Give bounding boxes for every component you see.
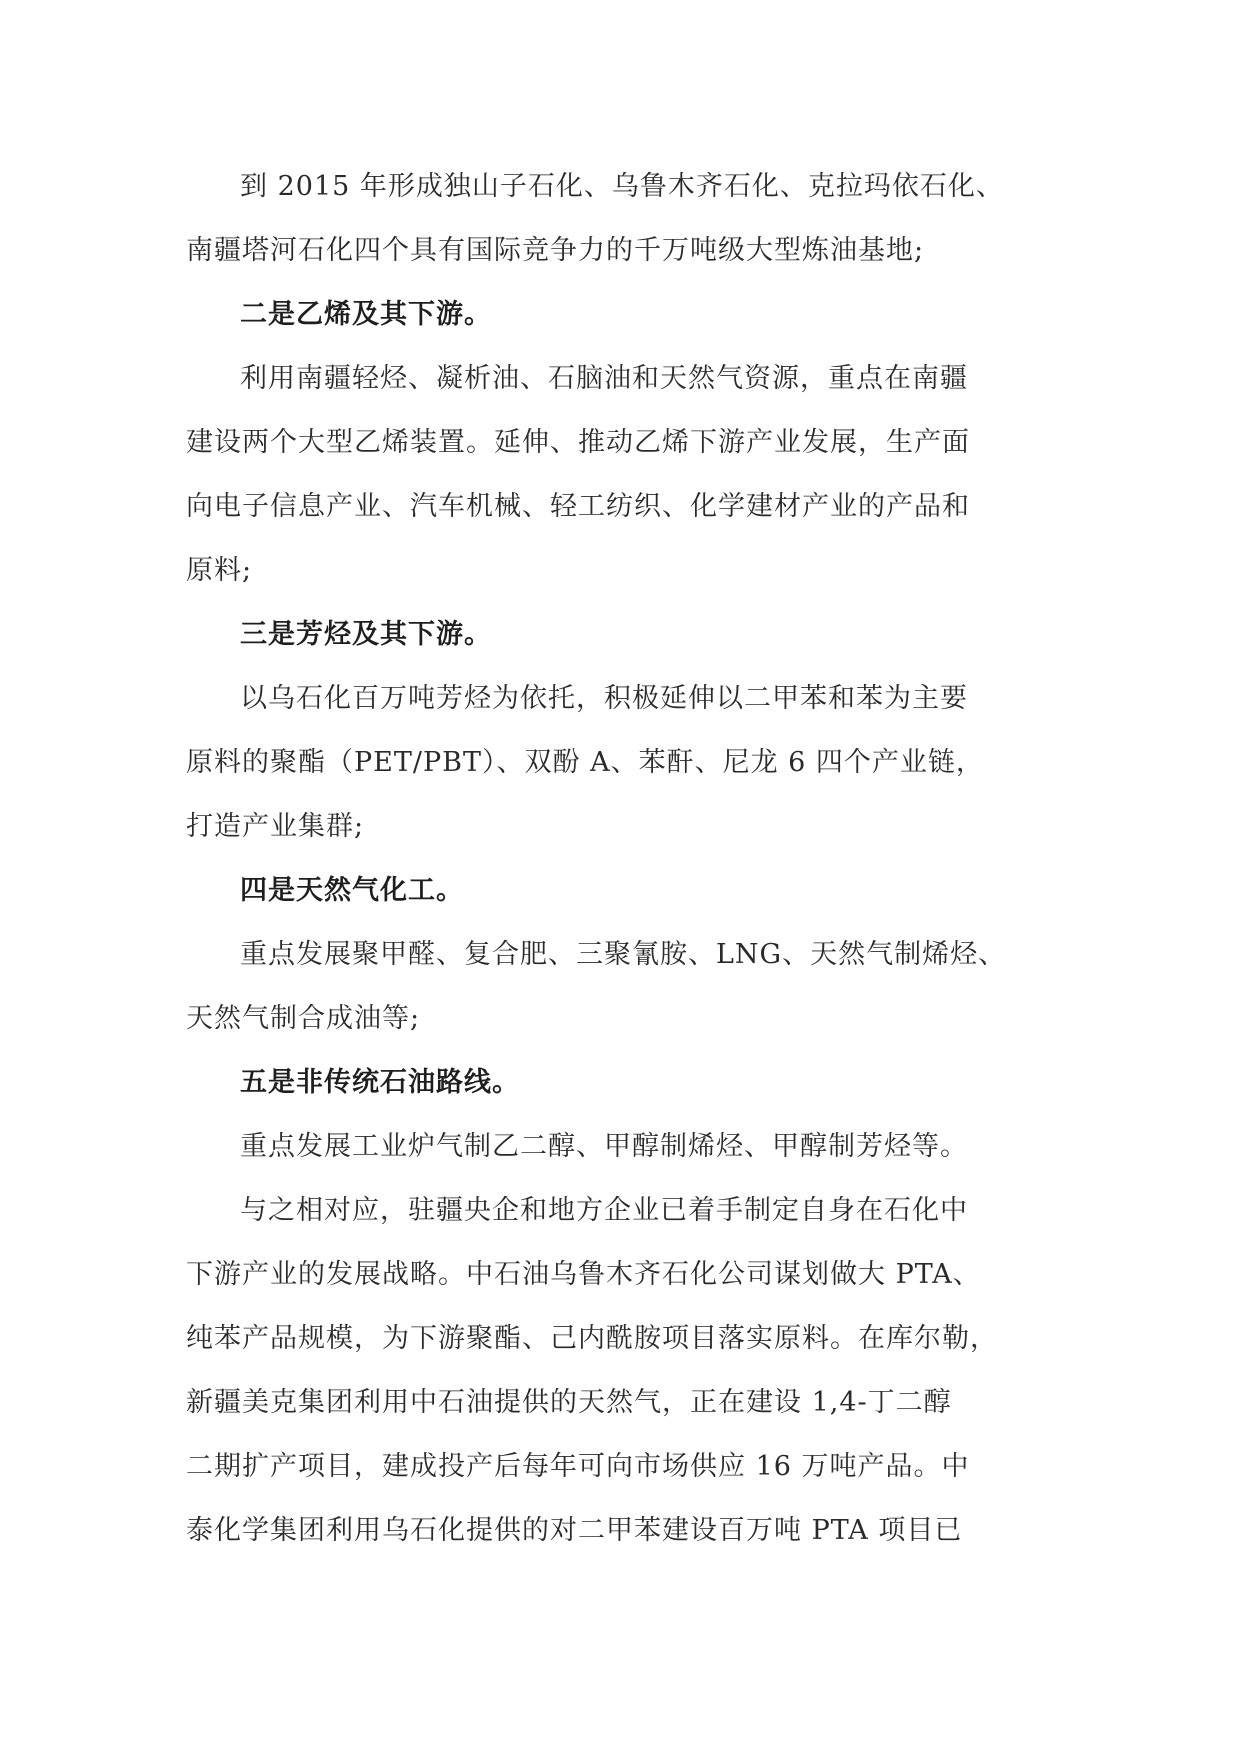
text-line: 以乌石化百万吨芳烃为依托，积极延伸以二甲苯和苯为主要: [240, 683, 968, 714]
text-line: 向电子信息产业、汽车机械、轻工纺织、化学建材产业的产品和: [186, 491, 970, 522]
paragraph-refinery-bases: [186, 155, 1056, 283]
text-line: 重点发展聚甲醛、复合肥、三聚氰胺、LNG、天然气制烯烃、: [240, 939, 1007, 970]
heading-non-traditional: [186, 1051, 1056, 1115]
paragraph-natural-gas: [186, 923, 1056, 1051]
section-heading: 四是天然气化工。: [240, 875, 464, 906]
document-body: [186, 155, 1056, 1563]
section-heading: 五是非传统石油路线。: [240, 1067, 520, 1098]
paragraph-non-traditional: [186, 1115, 1056, 1179]
text-line: 建设两个大型乙烯装置。延伸、推动乙烯下游产业发展，生产面: [186, 427, 970, 458]
text-line: 新疆美克集团利用中石油提供的天然气，正在建设 1,4-丁二醇: [186, 1387, 952, 1418]
text-line: 原料的聚酯（PET/PBT）、双酚 A、苯酐、尼龙 6 四个产业链，: [186, 747, 984, 778]
section-heading: 二是乙烯及其下游。: [240, 299, 492, 330]
text-line: 与之相对应，驻疆央企和地方企业已着手制定自身在石化中: [240, 1195, 968, 1226]
text-line: 纯苯产品规模，为下游聚酯、己内酰胺项目落实原料。在库尔勒，: [186, 1323, 998, 1354]
text-line: 利用南疆轻烃、凝析油、石脑油和天然气资源，重点在南疆: [240, 363, 968, 394]
heading-ethylene: [186, 283, 1056, 347]
paragraph-aromatics: [186, 667, 1056, 859]
heading-aromatics: [186, 603, 1056, 667]
paragraph-ethylene: [186, 347, 1056, 603]
text-line: 原料;: [186, 555, 253, 586]
text-line: 南疆塔河石化四个具有国际竞争力的千万吨级大型炼油基地;: [186, 235, 925, 266]
section-heading: 三是芳烃及其下游。: [240, 619, 492, 650]
text-line: 到 2015 年形成独山子石化、乌鲁木齐石化、克拉玛依石化、: [240, 171, 1004, 202]
heading-natural-gas: [186, 859, 1056, 923]
paragraph-enterprises: [186, 1179, 1056, 1563]
text-line: 天然气制合成油等;: [186, 1003, 421, 1034]
text-line: 下游产业的发展战略。中石油乌鲁木齐石化公司谋划做大 PTA、: [186, 1259, 981, 1290]
text-line: 泰化学集团利用乌石化提供的对二甲苯建设百万吨 PTA 项目已: [186, 1515, 963, 1546]
text-line: 二期扩产项目，建成投产后每年可向市场供应 16 万吨产品。中: [186, 1451, 970, 1482]
text-line: 重点发展工业炉气制乙二醇、甲醇制烯烃、甲醇制芳烃等。: [240, 1131, 968, 1162]
text-line: 打造产业集群;: [186, 811, 365, 842]
